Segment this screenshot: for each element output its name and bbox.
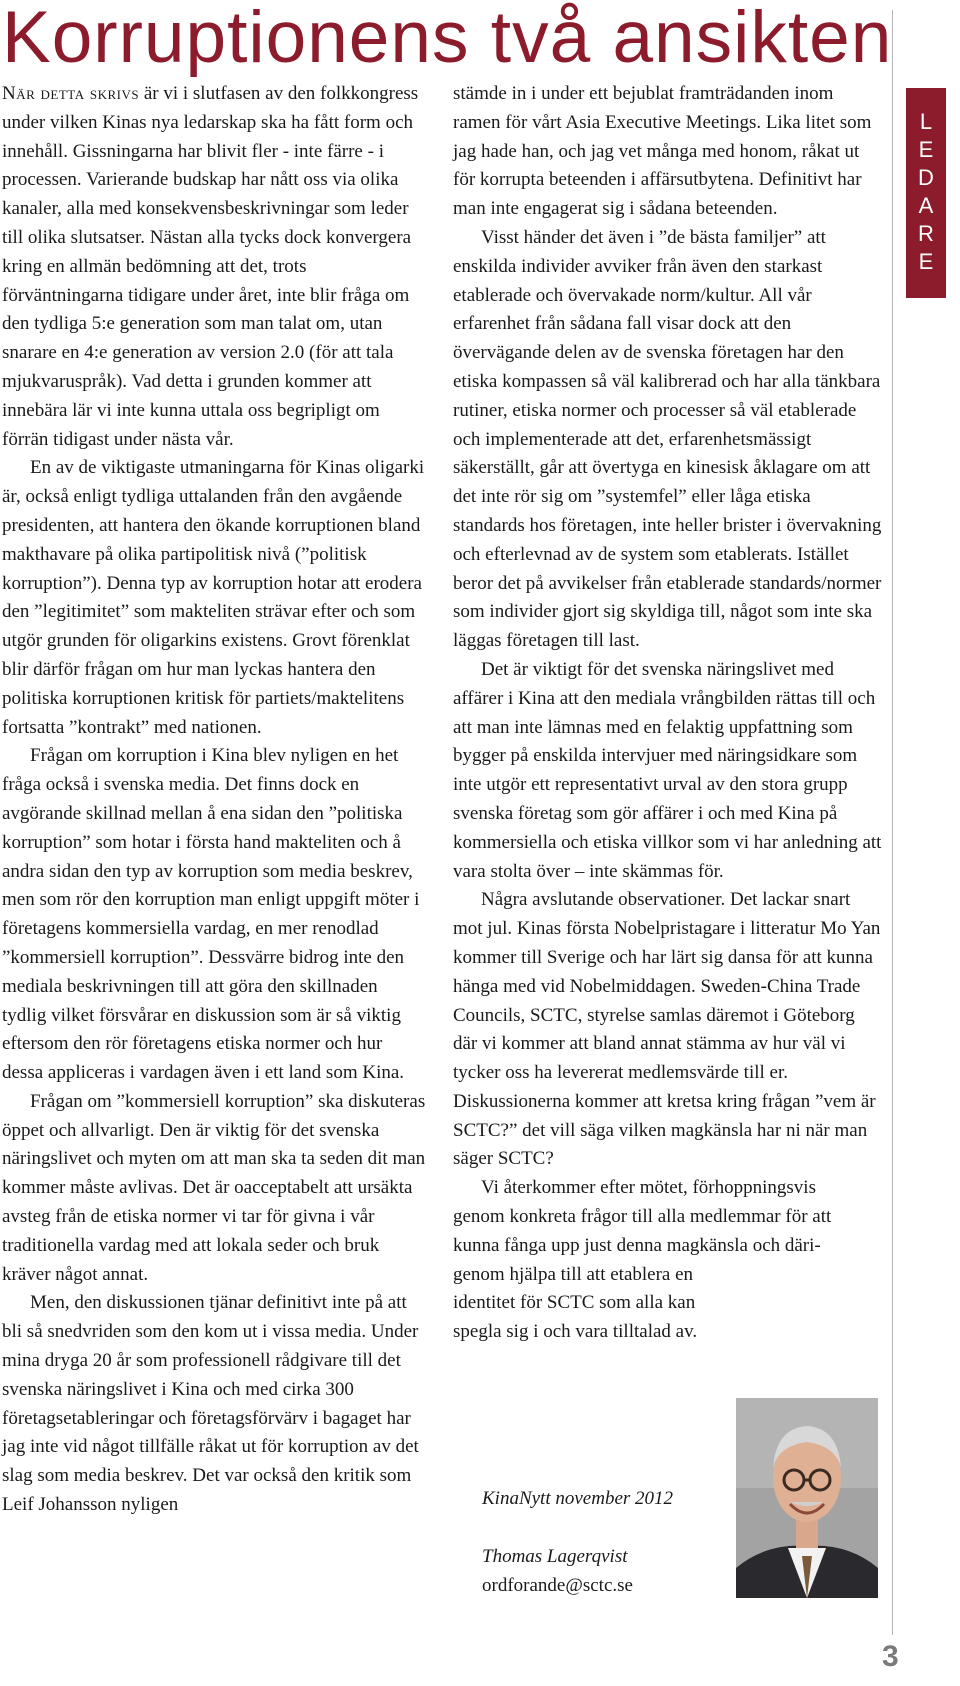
paragraph-5: Men, den diskussionen tjänar definitivt inte på att bli så snedvriden som den kom ut i vissa media. Under mina dryga 20 år som professionell rådgivare till det svenska näringslivet i Kina och med cirka 300 företagsetableringar och företagsförvärv i bagaget har jag inte vid något tillfälle råkat ut för korruption av det slag som media beskrev. Det var också den kritik som Leif Johansson nyligen <box>2 1292 419 1516</box>
closing-line: kunna fånga upp just denna magkänsla och däri- <box>453 1234 821 1256</box>
section-tab-letter: E <box>918 137 934 162</box>
section-tab-letter: L <box>919 109 933 134</box>
paragraph-8: Det är viktigt för det svenska näringslivet med affärer i Kina att den mediala vrångbilden rättas till och att man inte lämnas med en felaktig uppfattning som bygger på enskilda intervjuer med näringsidkare som inte utgör ett representativt urval av den stora grupp svenska företag som gör affärer i och med Kina på kommersiella och etiska villkor som vi har anledning att vara stolta över – inte skämmas för. <box>453 658 882 882</box>
closing-paragraph <box>453 1174 883 1347</box>
paragraph-7: Visst händer det även i ”de bästa familjer” att enskilda individer avviker från även den starkast etablerade och övervakade norm/kultur. All vår erfarenhet från sådana fall visar dock att den övervägande delen av de svenska företagen har den etiska kompassen så väl kalibrerad och har alla tänkbara rutiner, etiska normer och processer så väl etablerade och implementerade att det, erfarenhetsmässigt säkerställt, går att övertyga en kinesisk åklagare om att det inte rör sig om ”systemfel” eller låga etiska standards hos företagen, inte heller brister i övervakning och efterlevnad av de system som etablerats. Istället beror det på avvikelser från etablerade standards/normer som individer gjort sig skyldiga till, något som inte ska läggas företagen till last. <box>453 226 882 652</box>
closing-line: genom hjälpa till att etablera en <box>453 1263 694 1285</box>
left-column <box>2 80 426 1520</box>
publication-line: KinaNytt november 2012 <box>482 1488 674 1509</box>
author-email: ordforande@sctc.se <box>482 1575 633 1596</box>
author-name: Thomas Lagerqvist <box>482 1546 628 1567</box>
closing-line: genom konkreta frågor till alla medlemmar för att <box>453 1206 832 1228</box>
page-number: 3 <box>882 1640 899 1673</box>
section-tab-letter: E <box>918 249 934 274</box>
paragraph-3: Frågan om korruption i Kina blev nyligen en het fråga också i svenska media. Det finns dock en avgörande skillnad mellan å ena sidan den ”politiska korruption” som hotar i första hand makteliten och å andra sidan den typ av korruption som media beskrev, men som rör den korruption man enligt uppgift möter i företagens kommersiella vardag, en mer renodlad ”kommersiell korruption”. Dessvärre bidrog inte den mediala beskrivningen till att göra den skillnaden tydlig vilket försvårar en diskussion som är så viktig eftersom den rör företagens etiska normer och hur dessa appliceras i vardagen även i ett land som Kina. <box>2 745 420 1084</box>
section-tab-letter: D <box>918 165 934 190</box>
closing-line: spegla sig i och vara tilltalad av. <box>453 1321 698 1343</box>
section-tab-letter: R <box>918 221 934 246</box>
closing-line: identitet för SCTC som alla kan <box>453 1292 696 1314</box>
paragraph-9: Några avslutande observationer. Det lackar snart mot jul. Kinas första Nobelpristagare i litteratur Mo Yan kommer till Sverige och har lärt sig dansa för att kunna hänga med vid Nobelmiddagen. Sweden-China Trade Councils, SCTC, styrelse samlas däremot i Göteborg där vi kommer att bland annat stämma av hur väl vi tycker oss ha levererat medlemsvärde till er. Diskussionerna kommer att kretsa kring frågan ”vem är SCTC?” det vill säga vilken magkänsla har ni när man säger SCTC? <box>453 889 881 1170</box>
author-portrait <box>736 1398 878 1598</box>
paragraph-2: En av de viktigaste utmaningarna för Kinas oligarki är, också enligt tydliga uttalanden från den avgående presidenten, att hantera den ökande korruptionen bland makthavare på olika partipolitisk nivå (”politisk korruption”). Denna typ av korruption hotar att erodera den ”legitimitet” som makteliten strävar efter och som utgör grunden för oligarkins existens. Grovt förenklat blir därför frågan om hur man lyckas hantera den politiska korruptionen kritisk för partiets/maktelitens fortsatta ”kontrakt” med nationen. <box>2 457 425 738</box>
section-tab <box>906 88 946 298</box>
paragraph-6: stämde in i under ett bejublat framträdanden inom ramen för vårt Asia Executive Meetings. Lika litet som jag hade han, och jag vet många med honom, råkat ut för korrupta beteenden i affärsutbytena. Definitivt har man inte engagerat sig i sådana beteenden. <box>453 83 872 220</box>
lead-in: När detta skrivs <box>2 83 140 104</box>
paragraph-4: Frågan om ”kommersiell korruption” ska diskuteras öppet och allvarligt. Den är viktig för det svenska näringslivet och myten om att man ska ta seden dit man kommer måste avlivas. Det är oacceptabelt att ursäkta avsteg från de etiska normer vi tar för givna i vår traditionella vardag med att lokala seder och bruk kräver något annat. <box>2 1090 426 1285</box>
signoff <box>482 1484 673 1600</box>
column-divider <box>892 10 893 1635</box>
paragraph-1-text: är vi i slutfasen av den folkkongress under vilken Kinas nya ledarskap ska ha fått form och innehåll. Gissningarna har blivit fler - inte färre - i processen. Varierande budskap har nått oss via olika kanaler, alla med konsekvensbeskrivningar som leder till olika slutsatser. Nästan alla tycks dock konvergera kring en allmän bedömning att det, trots förväntningarna tidigare under året, inte blir fråga om den tydliga 5:e generation som man talat om, utan snarare en 4:e generation av version 2.0 (för att tala mjukvaruspråk). Vad detta i grunden kommer att innebära lär vi inte kunna uttala oss begripligt om förrän tidigast under nästa vår. <box>2 83 419 450</box>
article-title: Korruptionens två ansikten <box>2 0 893 78</box>
right-column <box>453 80 883 1347</box>
section-tab-letter: A <box>918 193 934 218</box>
closing-line: Vi återkommer efter mötet, förhoppningsvis <box>481 1177 816 1199</box>
paragraph-1 <box>2 80 426 454</box>
